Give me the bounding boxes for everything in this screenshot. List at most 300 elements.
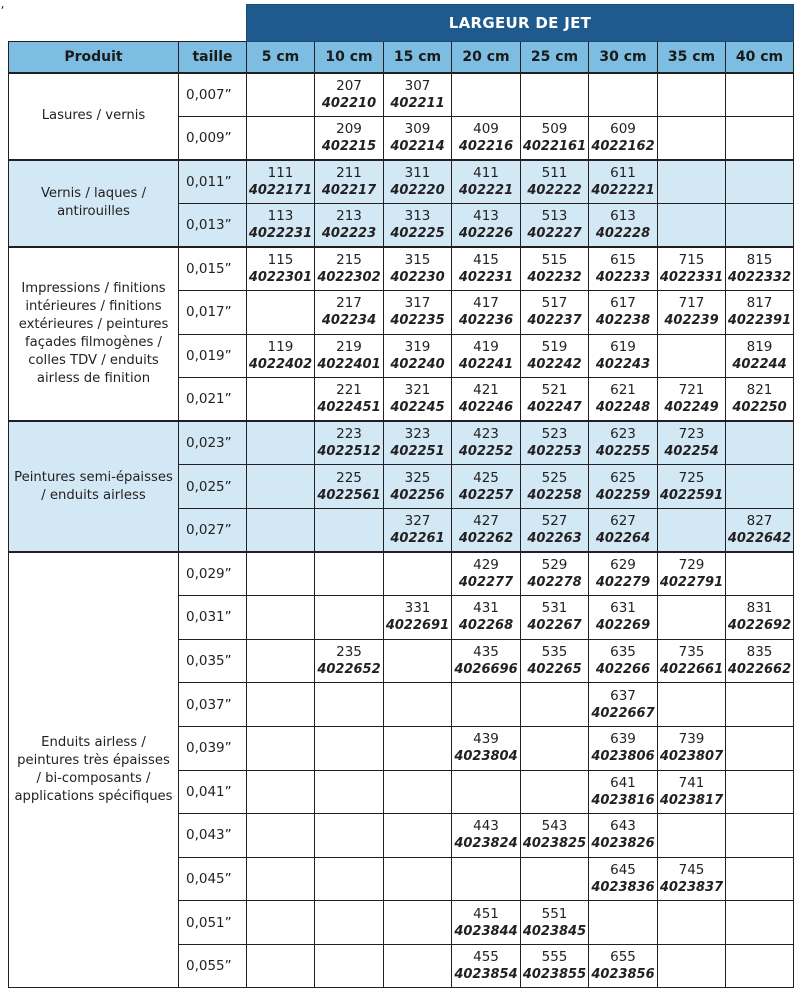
- nozzle-cell: [521, 203, 589, 247]
- nozzle-cell: [452, 160, 521, 204]
- nozzle-cell: [658, 203, 726, 247]
- reference-number: 4022221: [591, 182, 655, 198]
- nozzle-cell: [521, 770, 589, 814]
- nozzle-cell: [726, 290, 794, 334]
- reference-number: 402278: [527, 575, 582, 591]
- nozzle-cell: [726, 901, 794, 945]
- nozzle-code: 523: [541, 426, 568, 443]
- header-size: taille: [179, 42, 247, 73]
- nozzle-cell: [452, 73, 521, 117]
- nozzle-cell: [658, 770, 726, 814]
- nozzle-cell: [658, 160, 726, 204]
- reference-number: 4022661: [659, 662, 724, 678]
- nozzle-code: 521: [541, 382, 568, 399]
- nozzle-cell: [315, 465, 384, 509]
- nozzle-cell: [315, 814, 384, 858]
- product-category: Impressions / finitions intérieures / finitions extérieures / peintures façades filmogènes / colles TDV / enduits airless de finition: [9, 247, 179, 421]
- reference-number: 402244: [732, 356, 787, 372]
- nozzle-code: 435: [473, 644, 499, 661]
- nozzle-cell: [384, 160, 452, 204]
- jet-width-banner: LARGEUR DE JET: [247, 5, 794, 42]
- nozzle-cell: [521, 465, 589, 509]
- header-width-25: 25 cm: [521, 42, 589, 73]
- reference-number: 402253: [527, 444, 582, 460]
- nozzle-cell: [658, 378, 726, 422]
- nozzle-cell: [247, 508, 315, 552]
- nozzle-cell: [521, 247, 589, 291]
- reference-number: 4023845: [522, 923, 587, 939]
- nozzle-code: 429: [473, 557, 499, 574]
- nozzle-cell: [384, 116, 452, 160]
- nozzle-cell: [726, 944, 794, 988]
- nozzle-size: 0,031”: [179, 596, 247, 640]
- nozzle-cell: [315, 901, 384, 945]
- reference-number: 4022591: [659, 487, 724, 503]
- nozzle-code: 309: [404, 120, 431, 137]
- nozzle-cell: [589, 203, 658, 247]
- nozzle-size: 0,015”: [179, 247, 247, 291]
- nozzle-cell: [247, 160, 315, 204]
- nozzle-code: 113: [267, 207, 294, 224]
- nozzle-cell: [658, 465, 726, 509]
- nozzle-code: 209: [336, 120, 362, 137]
- nozzle-cell: [384, 247, 452, 291]
- nozzle-cell: [726, 116, 794, 160]
- nozzle-cell: [589, 726, 658, 770]
- nozzle-cell: [452, 596, 521, 640]
- nozzle-cell: [452, 944, 521, 988]
- nozzle-code: 207: [336, 77, 362, 94]
- nozzle-cell: [452, 334, 521, 378]
- nozzle-cell: [521, 552, 589, 596]
- nozzle-cell: [384, 770, 452, 814]
- nozzle-cell: [384, 726, 452, 770]
- reference-number: 402256: [390, 487, 445, 503]
- nozzle-size: 0,021”: [179, 378, 247, 422]
- nozzle-cell: [247, 639, 315, 683]
- table-row: [9, 73, 794, 117]
- nozzle-cell: [384, 552, 452, 596]
- reference-number: 402223: [321, 225, 377, 241]
- nozzle-code: 327: [404, 512, 431, 529]
- nozzle-cell: [384, 901, 452, 945]
- nozzle-cell: [315, 770, 384, 814]
- table-row: [9, 160, 794, 204]
- nozzle-cell: [384, 378, 452, 422]
- reference-number: 402241: [458, 356, 514, 372]
- nozzle-cell: [247, 901, 315, 945]
- reference-number: 402263: [527, 530, 582, 546]
- nozzle-code: 519: [541, 338, 568, 355]
- reference-number: 402264: [595, 530, 651, 546]
- reference-number: 402239: [664, 313, 719, 329]
- nozzle-cell: [247, 770, 315, 814]
- table-corner: [0, 3, 247, 42]
- nozzle-code: 443: [473, 818, 499, 835]
- nozzle-cell: [589, 552, 658, 596]
- nozzle-cell: [658, 726, 726, 770]
- nozzle-cell: [452, 378, 521, 422]
- table-body: [9, 73, 794, 988]
- nozzle-cell: [384, 73, 452, 117]
- reference-number: 4023804: [454, 749, 518, 765]
- nozzle-cell: [658, 857, 726, 901]
- nozzle-cell: [521, 334, 589, 378]
- reference-number: 402254: [664, 444, 719, 460]
- nozzle-cell: [452, 901, 521, 945]
- nozzle-code: 115: [267, 251, 294, 268]
- nozzle-cell: [247, 944, 315, 988]
- nozzle-cell: [521, 857, 589, 901]
- nozzle-cell: [589, 160, 658, 204]
- nozzle-code: 631: [610, 600, 636, 617]
- nozzle-cell: [726, 247, 794, 291]
- nozzle-code: 625: [610, 469, 636, 486]
- reference-number: 402262: [458, 530, 514, 546]
- nozzle-cell: [384, 944, 452, 988]
- nozzle-cell: [247, 421, 315, 465]
- nozzle-cell: [521, 683, 589, 727]
- nozzle-cell: [452, 683, 521, 727]
- nozzle-cell: [521, 814, 589, 858]
- reference-number: 4022402: [248, 356, 313, 372]
- nozzle-cell: [384, 203, 452, 247]
- nozzle-cell: [726, 814, 794, 858]
- reference-number: 4023855: [522, 967, 587, 983]
- nozzle-cell: [726, 770, 794, 814]
- reference-number: 4022302: [317, 269, 381, 285]
- reference-number: 402234: [321, 313, 377, 329]
- product-category: Enduits airless / peintures très épaisses / bi-composants / applications spécifiques: [9, 552, 179, 988]
- nozzle-code: 225: [336, 469, 362, 486]
- nozzle-cell: [658, 508, 726, 552]
- nozzle-code: 729: [678, 557, 705, 574]
- nozzle-cell: [315, 160, 384, 204]
- nozzle-cell: [658, 639, 726, 683]
- reference-number: 4022331: [659, 269, 724, 285]
- nozzle-cell: [247, 290, 315, 334]
- reference-number: 4022652: [317, 662, 381, 678]
- nozzle-cell: [315, 378, 384, 422]
- nozzle-cell: [589, 378, 658, 422]
- nozzle-code: 819: [746, 338, 773, 355]
- nozzle-code: 217: [336, 295, 362, 312]
- nozzle-size: 0,029”: [179, 552, 247, 596]
- nozzle-cell: [247, 247, 315, 291]
- table-row: [9, 421, 794, 465]
- nozzle-size: 0,019”: [179, 334, 247, 378]
- reference-number: 402221: [458, 182, 514, 198]
- nozzle-cell: [658, 421, 726, 465]
- nozzle-cell: [589, 290, 658, 334]
- nozzle-code: 527: [541, 512, 568, 529]
- nozzle-code: 721: [678, 382, 705, 399]
- reference-number: 402214: [390, 138, 445, 154]
- reference-number: 4022662: [727, 662, 792, 678]
- reference-number: 4022512: [317, 444, 381, 460]
- reference-number: 402210: [321, 95, 377, 111]
- reference-number: 4023836: [591, 879, 655, 895]
- nozzle-code: 535: [541, 644, 568, 661]
- nozzle-code: 525: [541, 469, 568, 486]
- nozzle-cell: [589, 116, 658, 160]
- reference-number: 4023826: [591, 836, 655, 852]
- nozzle-code: 213: [336, 207, 362, 224]
- reference-number: 4022171: [248, 182, 313, 198]
- nozzle-size: 0,025”: [179, 465, 247, 509]
- nozzle-code: 531: [541, 600, 568, 617]
- nozzle-cell: [589, 683, 658, 727]
- reference-number: 402248: [595, 400, 651, 416]
- reference-number: 402243: [595, 356, 651, 372]
- nozzle-cell: [658, 944, 726, 988]
- nozzle-cell: [384, 421, 452, 465]
- nozzle-code: 119: [267, 338, 294, 355]
- reference-number: 402267: [527, 618, 582, 634]
- nozzle-size: 0,045”: [179, 857, 247, 901]
- reference-number: 402258: [527, 487, 582, 503]
- nozzle-code: 417: [473, 295, 499, 312]
- nozzle-cell: [589, 334, 658, 378]
- nozzle-cell: [452, 465, 521, 509]
- nozzle-cell: [726, 683, 794, 727]
- nozzle-code: 723: [678, 426, 705, 443]
- reference-number: 402215: [321, 138, 377, 154]
- nozzle-code: 215: [336, 251, 362, 268]
- nozzle-code: 423: [473, 426, 499, 443]
- reference-number: 402231: [458, 269, 514, 285]
- reference-number: 4022231: [248, 225, 313, 241]
- nozzle-size: 0,007”: [179, 73, 247, 117]
- column-header-row: [9, 42, 794, 73]
- nozzle-code: 623: [610, 426, 636, 443]
- nozzle-size: 0,017”: [179, 290, 247, 334]
- reference-number: 402226: [458, 225, 514, 241]
- reference-number: 4022391: [727, 313, 792, 329]
- nozzle-code: 219: [336, 338, 362, 355]
- nozzle-cell: [452, 421, 521, 465]
- nozzle-code: 513: [541, 207, 568, 224]
- nozzle-cell: [247, 378, 315, 422]
- nozzle-code: 455: [473, 949, 499, 966]
- reference-number: 402230: [390, 269, 445, 285]
- nozzle-code: 221: [336, 382, 362, 399]
- nozzle-cell: [452, 552, 521, 596]
- reference-number: 4023824: [454, 836, 518, 852]
- nozzle-cell: [589, 247, 658, 291]
- nozzle-cell: [658, 116, 726, 160]
- nozzle-code: 739: [678, 731, 705, 748]
- nozzle-code: 439: [473, 731, 499, 748]
- reference-number: 402246: [458, 400, 514, 416]
- reference-number: 402279: [595, 575, 651, 591]
- nozzle-cell: [589, 508, 658, 552]
- nozzle-cell: [658, 901, 726, 945]
- nozzle-code: 637: [610, 687, 636, 704]
- nozzle-cell: [521, 596, 589, 640]
- nozzle-code: 411: [473, 164, 499, 181]
- reference-number: 402238: [595, 313, 651, 329]
- reference-number: 4022401: [317, 356, 381, 372]
- nozzle-cell: [589, 770, 658, 814]
- reference-number: 4023807: [659, 749, 724, 765]
- reference-number: 4023816: [591, 792, 655, 808]
- nozzle-cell: [452, 116, 521, 160]
- nozzle-size: 0,039”: [179, 726, 247, 770]
- nozzle-size: 0,035”: [179, 639, 247, 683]
- nozzle-code: 635: [610, 644, 636, 661]
- reference-number: 402240: [390, 356, 445, 372]
- nozzle-code: 621: [610, 382, 636, 399]
- nozzle-cell: [521, 116, 589, 160]
- nozzle-cell: [315, 726, 384, 770]
- nozzle-cell: [315, 203, 384, 247]
- nozzle-cell: [726, 726, 794, 770]
- nozzle-cell: [726, 160, 794, 204]
- nozzle-cell: [247, 596, 315, 640]
- nozzle-code: 319: [404, 338, 431, 355]
- nozzle-cell: [521, 378, 589, 422]
- corner-mark: ʼ: [0, 3, 5, 18]
- nozzle-cell: [452, 639, 521, 683]
- nozzle-cell: [589, 465, 658, 509]
- reference-number: 4022692: [727, 618, 792, 634]
- nozzle-cell: [521, 73, 589, 117]
- header-product: Produit: [9, 42, 179, 73]
- nozzle-cell: [315, 73, 384, 117]
- nozzle-size: 0,037”: [179, 683, 247, 727]
- nozzle-code: 629: [610, 557, 636, 574]
- nozzle-cell: [658, 290, 726, 334]
- header-width-35: 35 cm: [658, 42, 726, 73]
- reference-number: 402235: [390, 313, 445, 329]
- nozzle-size: 0,013”: [179, 203, 247, 247]
- nozzle-cell: [589, 857, 658, 901]
- reference-number: 402261: [390, 530, 445, 546]
- nozzle-code: 639: [610, 731, 636, 748]
- nozzle-cell: [658, 334, 726, 378]
- nozzle-cell: [658, 552, 726, 596]
- nozzle-cell: [315, 683, 384, 727]
- reference-number: 402259: [595, 487, 651, 503]
- nozzle-size: 0,041”: [179, 770, 247, 814]
- reference-number: 402232: [527, 269, 582, 285]
- nozzle-code: 821: [746, 382, 773, 399]
- reference-number: 4022332: [727, 269, 792, 285]
- reference-number: 4022451: [317, 400, 381, 416]
- reference-number: 402257: [458, 487, 514, 503]
- nozzle-cell: [726, 552, 794, 596]
- reference-number: 402242: [527, 356, 582, 372]
- nozzle-cell: [452, 290, 521, 334]
- reference-number: 4023837: [659, 879, 724, 895]
- nozzle-code: 619: [610, 338, 636, 355]
- nozzle-cell: [247, 552, 315, 596]
- reference-number: 402227: [527, 225, 582, 241]
- reference-number: 402255: [595, 444, 651, 460]
- nozzle-code: 511: [541, 164, 568, 181]
- nozzle-cell: [452, 247, 521, 291]
- nozzle-code: 317: [404, 295, 431, 312]
- nozzle-size: 0,011”: [179, 160, 247, 204]
- nozzle-cell: [247, 857, 315, 901]
- nozzle-cell: [521, 508, 589, 552]
- nozzle-code: 815: [746, 251, 773, 268]
- reference-number: 402268: [458, 618, 514, 634]
- nozzle-code: 421: [473, 382, 499, 399]
- nozzle-code: 211: [336, 164, 362, 181]
- nozzle-cell: [589, 901, 658, 945]
- nozzle-code: 641: [610, 774, 636, 791]
- nozzle-cell: [726, 421, 794, 465]
- nozzle-cell: [589, 421, 658, 465]
- nozzle-cell: [384, 290, 452, 334]
- nozzle-cell: [315, 116, 384, 160]
- nozzle-cell: [384, 639, 452, 683]
- nozzle-code: 425: [473, 469, 499, 486]
- nozzle-size: 0,051”: [179, 901, 247, 945]
- nozzle-cell: [247, 465, 315, 509]
- nozzle-cell: [521, 421, 589, 465]
- nozzle-code: 529: [541, 557, 568, 574]
- nozzle-cell: [521, 944, 589, 988]
- nozzle-code: 835: [746, 644, 773, 661]
- nozzle-cell: [521, 160, 589, 204]
- reference-number: 402250: [732, 400, 787, 416]
- nozzle-code: 235: [336, 644, 362, 661]
- nozzle-cell: [384, 596, 452, 640]
- nozzle-cell: [247, 683, 315, 727]
- nozzle-cell: [589, 596, 658, 640]
- nozzle-code: 311: [404, 164, 431, 181]
- reference-number: 402220: [390, 182, 445, 198]
- header-width-5: 5 cm: [247, 42, 315, 73]
- nozzle-cell: [589, 73, 658, 117]
- nozzle-cell: [384, 857, 452, 901]
- nozzle-cell: [315, 596, 384, 640]
- nozzle-code: 515: [541, 251, 568, 268]
- nozzle-cell: [315, 421, 384, 465]
- nozzle-code: 323: [404, 426, 431, 443]
- nozzle-size: 0,055”: [179, 944, 247, 988]
- nozzle-code: 543: [541, 818, 568, 835]
- nozzle-cell: [247, 116, 315, 160]
- nozzle-cell: [521, 639, 589, 683]
- reference-number: 4022791: [659, 575, 724, 591]
- nozzle-size: 0,043”: [179, 814, 247, 858]
- nozzle-cell: [452, 726, 521, 770]
- nozzle-cell: [726, 203, 794, 247]
- nozzle-cell: [452, 203, 521, 247]
- nozzle-code: 321: [404, 382, 431, 399]
- nozzle-cell: [315, 944, 384, 988]
- nozzle-code: 615: [610, 251, 636, 268]
- nozzle-size: 0,023”: [179, 421, 247, 465]
- nozzle-cell: [726, 334, 794, 378]
- nozzle-cell: [726, 596, 794, 640]
- nozzle-code: 613: [610, 207, 636, 224]
- reference-number: 402251: [390, 444, 445, 460]
- nozzle-code: 745: [678, 861, 705, 878]
- nozzle-cell: [315, 552, 384, 596]
- reference-number: 402266: [595, 662, 651, 678]
- header-width-15: 15 cm: [384, 42, 452, 73]
- nozzle-cell: [726, 639, 794, 683]
- nozzle-cell: [452, 857, 521, 901]
- reference-number: 402269: [595, 618, 651, 634]
- nozzle-cell: [384, 508, 452, 552]
- product-category: Peintures semi-épaisses / enduits airless: [9, 421, 179, 552]
